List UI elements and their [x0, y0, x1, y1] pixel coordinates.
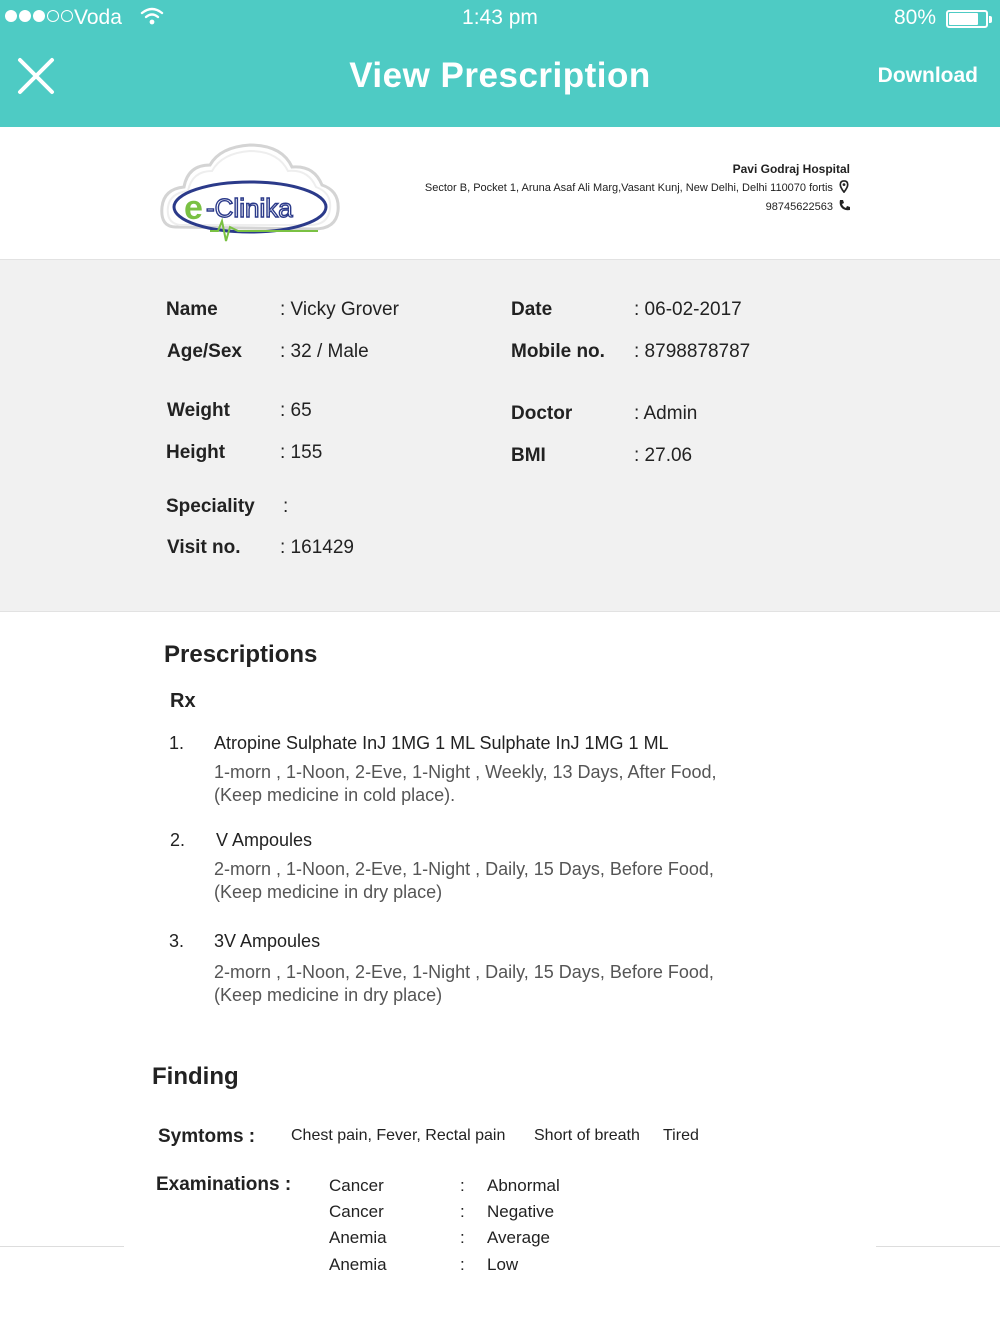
hospital-phone: 98745622563	[765, 201, 833, 213]
examination-result: Negative	[487, 1202, 555, 1221]
date-label: Date	[511, 299, 553, 320]
medicine-name: V Ampoules	[216, 830, 313, 850]
top-bar	[0, 0, 1000, 127]
weight-label: Weight	[167, 400, 230, 421]
doctor-value: : Admin	[634, 403, 698, 424]
symptom-item: Chest pain, Fever, Rectal pain	[291, 1127, 506, 1144]
visit-no-label: Visit no.	[167, 537, 241, 558]
date-value: : 06-02-2017	[634, 299, 742, 320]
examination-name: Cancer	[329, 1176, 384, 1195]
battery-percentage: 80%	[893, 6, 936, 29]
divider	[0, 1246, 124, 1247]
name-label: Name	[166, 299, 218, 320]
speciality-value: :	[283, 496, 289, 517]
medicine-number: 1.	[169, 733, 185, 753]
examination-row	[329, 1255, 629, 1279]
symptoms-label: Symtoms :	[158, 1126, 256, 1147]
mobile-value: : 8798878787	[634, 341, 751, 362]
symptom-item: Short of breath	[534, 1127, 640, 1144]
divider	[876, 1246, 1000, 1247]
battery-icon	[946, 10, 988, 28]
examination-row	[329, 1202, 629, 1226]
carrier-name: Voda	[74, 6, 122, 29]
examination-separator: :	[460, 1202, 465, 1221]
prescriptions-title: Prescriptions	[164, 641, 318, 668]
examination-separator: :	[460, 1255, 465, 1274]
examination-row	[329, 1176, 629, 1200]
svg-text:-Clinika: -Clinika	[206, 193, 293, 223]
medicine-number: 2.	[170, 830, 186, 850]
speciality-label: Speciality	[166, 496, 255, 517]
prescription-header	[0, 127, 1000, 260]
svg-text:e: e	[184, 189, 203, 227]
examinations-label: Examinations :	[156, 1174, 292, 1195]
page-title: View Prescription	[349, 56, 651, 95]
visit-no-value: : 161429	[280, 537, 354, 558]
examination-separator: :	[460, 1228, 465, 1247]
symptom-item: Tired	[663, 1127, 699, 1144]
rx-label: Rx	[170, 690, 196, 712]
patient-info-panel	[0, 260, 1000, 612]
height-value: : 155	[280, 442, 323, 463]
height-label: Height	[166, 442, 226, 463]
examination-row	[329, 1228, 629, 1252]
examination-result: Average	[487, 1228, 551, 1247]
name-value: : Vicky Grover	[280, 299, 399, 320]
age-sex-value: : 32 / Male	[280, 341, 369, 362]
medicine-dosage: 1-morn , 1-Noon, 2-Eve, 1-Night , Weekly, 13 Days, After Food, (Keep medicine in cold place).	[214, 762, 717, 805]
examination-result: Low	[487, 1255, 519, 1274]
phone-icon	[838, 199, 850, 212]
mobile-label: Mobile no.	[511, 341, 605, 362]
medicine-name: Atropine Sulphate InJ 1MG 1 ML Sulphate InJ 1MG 1 ML	[214, 733, 669, 753]
age-sex-label: Age/Sex	[167, 341, 242, 362]
medicine-dosage: 2-morn , 1-Noon, 2-Eve, 1-Night , Daily, 15 Days, Before Food, (Keep medicine in dry place)	[214, 859, 714, 902]
examination-separator: :	[460, 1176, 465, 1195]
examination-name: Cancer	[329, 1202, 384, 1221]
medicine-number: 3.	[169, 931, 185, 951]
location-pin-icon	[838, 180, 850, 193]
status-time: 1:43 pm	[462, 6, 538, 29]
weight-value: : 65	[280, 400, 312, 421]
status-bar	[0, 0, 1000, 38]
download-button[interactable]: Download	[877, 64, 978, 87]
hospital-address: Sector B, Pocket 1, Aruna Asaf Ali Marg,Vasant Kunj, New Delhi, Delhi 110070 fortis	[424, 182, 833, 194]
examination-name: Anemia	[329, 1228, 387, 1247]
medicine-name: 3V Ampoules	[214, 931, 321, 951]
hospital-info	[425, 160, 850, 217]
examination-name: Anemia	[329, 1255, 387, 1274]
bmi-value: : 27.06	[634, 445, 693, 466]
finding-title: Finding	[152, 1063, 239, 1090]
hospital-name: Pavi Godraj Hospital	[732, 162, 850, 176]
eclinika-logo	[158, 141, 342, 247]
medicine-dosage: 2-morn , 1-Noon, 2-Eve, 1-Night , Daily, 15 Days, Before Food, (Keep medicine in dry place)	[214, 962, 714, 1005]
examination-result: Abnormal	[487, 1176, 560, 1195]
doctor-label: Doctor	[511, 403, 573, 424]
bmi-label: BMI	[511, 445, 546, 466]
